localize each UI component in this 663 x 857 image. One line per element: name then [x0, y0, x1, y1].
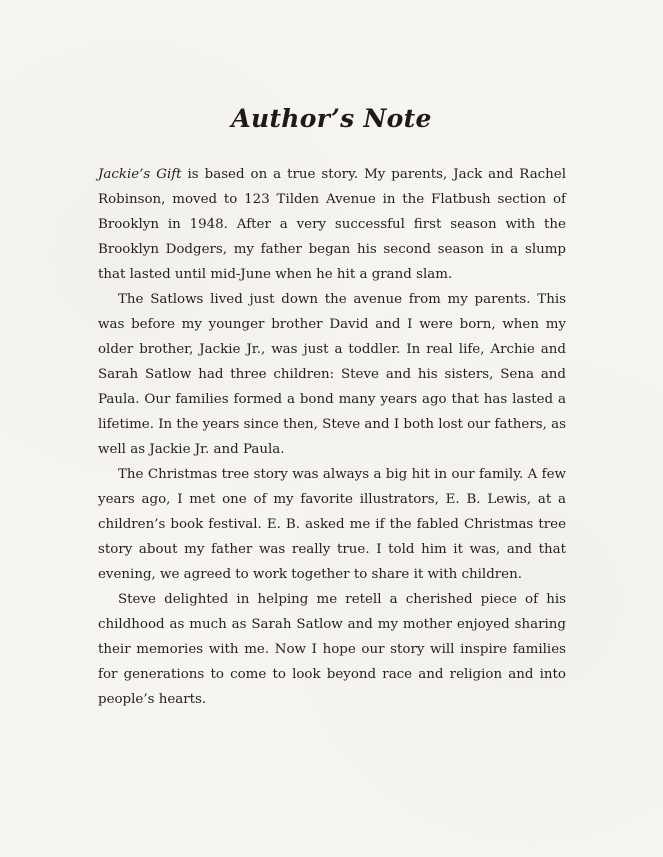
book-title: Jackie’s Gift [98, 167, 182, 182]
page-title: Author’s Note [231, 104, 432, 133]
authors-note-body [98, 162, 566, 712]
paragraph-4: Steve delighted in helping me retell a cherished piece of his childhood as much as Sarah Satlow and my mother enjoyed sharing their memories with me. Now I hope our story will inspire families for generations to come to look beyond race and religion and into people’s hearts. [98, 592, 566, 707]
paragraph-2: The Satlows lived just down the avenue from my parents. This was before my younger brother David and I were born, when my older brother, Jackie Jr., was just a toddler. In real life, Archie and Sarah Satlow had three children: Steve and his sisters, Sena and Paula. Our families formed a bond many years ago that has lasted a lifetime. In the years since then, Steve and I both lost our fathers, as well as Jackie Jr. and Paula. [98, 292, 566, 457]
paragraph-1-text: is based on a true story. My parents, Jack and Rachel Robinson, moved to 123 Tilden Avenue in the Flatbush section of Brooklyn in 1948. After a very successful first season with the Brooklyn Dodgers, my father began his second season in a slump that lasted until mid-June when he hit a grand slam. [98, 167, 567, 282]
paragraph-1 [98, 162, 566, 287]
paragraph-3: The Christmas tree story was always a big hit in our family. A few years ago, I met one of my favorite illustrators, E. B. Lewis, at a children’s book festival. E. B. asked me if the fabled Christmas tree story about my father was really true. I told him it was, and that evening, we agreed to work together to share it with children. [98, 467, 566, 582]
